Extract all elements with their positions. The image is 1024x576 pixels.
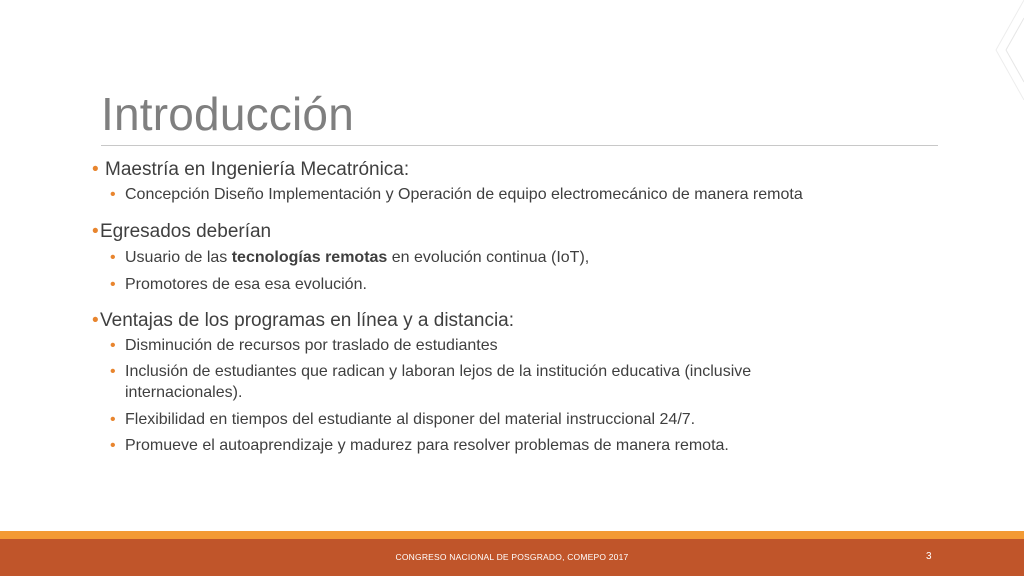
- bullet-icon: •: [110, 276, 116, 293]
- bullet-text: Concepción Diseño Implementación y Operación de equipo electromecánico de manera remota: [125, 186, 803, 203]
- bullet-text: Disminución de recursos por traslado de estudiantes: [125, 337, 498, 354]
- bullet-text: Ventajas de los programas en línea y a distancia:: [100, 310, 515, 331]
- bullet-level2: [92, 435, 912, 456]
- slide-content: [92, 158, 912, 456]
- bullet-level2: [92, 247, 912, 268]
- bullet-level2: [92, 184, 912, 205]
- slide-title: Introducción: [101, 88, 354, 140]
- footer-accent-strip: [0, 531, 1024, 539]
- bullet-icon: •: [110, 363, 116, 380]
- bullet-level2: [92, 274, 912, 295]
- bullet-text-bold: tecnologías remotas: [231, 249, 388, 266]
- corner-decoration-icon: [984, 0, 1024, 100]
- bullet-icon: •: [92, 310, 99, 331]
- bullet-icon: •: [92, 221, 99, 242]
- bullet-level1: [92, 220, 912, 244]
- bullet-icon: •: [110, 186, 116, 203]
- bullet-level1: [92, 309, 912, 333]
- bullet-text: Promueve el autoaprendizaje y madurez para resolver problemas de manera remota.: [125, 437, 729, 454]
- bullet-level2: [92, 361, 845, 403]
- bullet-text: Promotores de esa esa evolución.: [125, 276, 367, 293]
- footer-text: CONGRESO NACIONAL DE POSGRADO, COMEPO 2017: [395, 552, 629, 562]
- title-divider: [101, 145, 938, 146]
- bullet-icon: •: [110, 337, 116, 354]
- bullet-text: Maestría en Ingeniería Mecatrónica:: [105, 159, 410, 180]
- bullet-level2: [92, 335, 912, 356]
- bullet-icon: •: [110, 249, 116, 266]
- bullet-icon: •: [92, 159, 99, 180]
- bullet-text-prefix: Usuario de las: [125, 249, 232, 266]
- bullet-text: Egresados deberían: [100, 221, 272, 242]
- bullet-text: Inclusión de estudiantes que radican y laboran lejos de la institución educativa (inclusive internacionales).: [125, 363, 752, 401]
- bullet-icon: •: [110, 411, 116, 428]
- bullet-level2: [92, 409, 912, 430]
- bullet-text-suffix: en evolución continua (IoT),: [387, 249, 590, 266]
- slide-number: 3: [926, 551, 932, 562]
- bullet-text: Flexibilidad en tiempos del estudiante al disponer del material instruccional 24/7.: [125, 411, 696, 428]
- bullet-icon: •: [110, 437, 116, 454]
- bullet-level1: [92, 158, 912, 182]
